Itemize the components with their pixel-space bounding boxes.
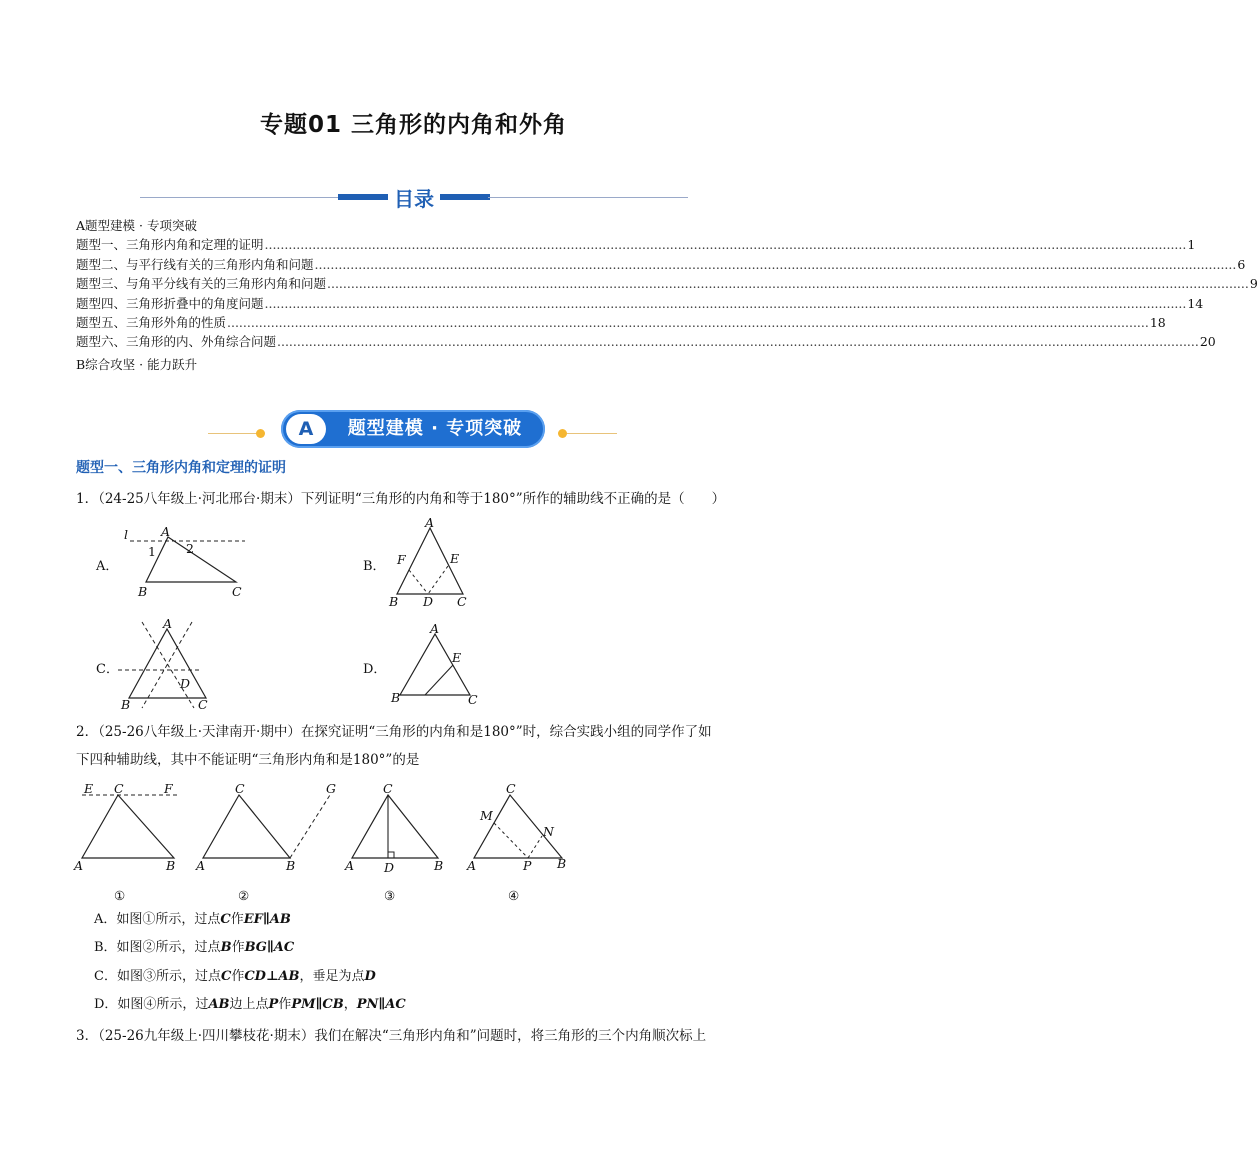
q1-option-a[interactable]: A．	[96, 559, 119, 574]
label-c: C	[232, 584, 242, 599]
toc-item[interactable]: 题型二、与平行线有关的三角形内角和问题 ........................................................................................................................................................................................................................................ 6	[76, 256, 1246, 272]
label-l: l	[124, 527, 128, 542]
line-ed	[428, 566, 448, 594]
q1-figure-d	[388, 620, 488, 710]
line-pn	[528, 836, 542, 858]
q1-option-c[interactable]: C．	[96, 662, 119, 677]
q1-figure-b	[385, 516, 475, 608]
toc-bar-left	[338, 194, 388, 200]
page-title: 专题01 三角形的内角和外角	[259, 112, 567, 138]
label-m: M	[480, 808, 493, 823]
q1-option-d[interactable]: D．	[363, 662, 387, 677]
q2-option-d[interactable]: D．如图④所示，过AB边上点P作PM∥CB，PN∥AC	[94, 997, 406, 1012]
toc-item[interactable]: 题型三、与角平分线有关的三角形内角和问题 ........................................................................................................................................................................................................................................ 9	[76, 276, 1258, 292]
toc-item[interactable]: 题型五、三角形外角的性质 ........................................................................................................................................................................................................................................ 18	[76, 315, 1166, 331]
figure-2	[195, 781, 336, 903]
label-e: E	[452, 650, 462, 665]
banner-line-left	[208, 433, 258, 434]
label-g: G	[326, 781, 336, 796]
label-b: B	[389, 594, 399, 609]
toc-divider-left	[140, 197, 340, 198]
label-b: B	[286, 858, 296, 873]
toc-divider-right	[488, 197, 688, 198]
toc-item[interactable]: 题型四、三角形折叠中的角度问题 ........................................................................................................................................................................................................................................ 14	[76, 295, 1204, 311]
line-de	[425, 665, 453, 695]
label-c: C	[457, 594, 467, 609]
label-1: 1	[148, 544, 156, 559]
toc-part-a[interactable]: A题型建模 · 专项突破	[76, 218, 197, 233]
banner-dot-right	[558, 429, 567, 438]
caption-2: ②	[238, 888, 250, 903]
q1-figure-c	[116, 614, 226, 710]
label-b: B	[434, 858, 444, 873]
label-a: A	[74, 858, 84, 873]
question-1-stem: 1．（24-25八年级上·河北邢台·期末）下列证明“三角形的内角和等于180°”所作的辅助线不正确的是（ ）	[76, 491, 726, 507]
toc-part-b[interactable]: B综合攻坚 · 能力跃升	[76, 356, 198, 372]
banner-line-right	[567, 433, 617, 434]
q1-figure-a	[110, 522, 260, 602]
label-d: D	[180, 676, 191, 691]
caption-4: ④	[508, 888, 520, 903]
label-c: C	[506, 781, 516, 796]
triangle-abc	[82, 795, 174, 858]
label-b: B	[391, 690, 401, 705]
right-angle-mark	[388, 852, 394, 858]
q2-figures	[72, 778, 582, 908]
q1-option-b[interactable]: B．	[363, 559, 386, 574]
label-n: N	[543, 824, 554, 839]
label-a: A	[161, 524, 171, 539]
line-pm	[494, 823, 528, 858]
line-fd	[409, 570, 428, 594]
question-3-stem: 3．（25-26九年级上·四川攀枝花·期末）我们在解决“三角形内角和”问题时，将三角形的三个内角顺次标上	[76, 1028, 707, 1044]
label-d: D	[423, 594, 434, 609]
label-a: A	[430, 621, 440, 636]
label-b: B	[166, 858, 176, 873]
q2-option-a[interactable]: A．如图①所示，过点C作EF∥AB	[94, 912, 291, 927]
toc-heading: 目录	[394, 187, 434, 211]
label-a: A	[425, 515, 435, 530]
table-of-contents	[76, 216, 1258, 374]
label-a: A	[345, 858, 355, 873]
label-c: C	[114, 781, 124, 796]
label-f: F	[397, 552, 406, 567]
toc-item[interactable]: 题型一、三角形内角和定理的证明 ........................................................................................................................................................................................................................................ 1	[76, 237, 1196, 253]
label-c: C	[468, 692, 478, 707]
label-a: A	[467, 858, 477, 873]
question-2-stem-line1: 2．（25-26八年级上·天津南开·期中）在探究证明“三角形的内角和是180°”时，综合实践小组的同学作了如	[76, 724, 712, 740]
label-c: C	[235, 781, 245, 796]
toc-bar-right	[440, 194, 490, 200]
label-c: C	[383, 781, 393, 796]
label-d: D	[384, 860, 395, 875]
figure-1	[73, 781, 180, 903]
banner-dot-left	[256, 429, 265, 438]
question-2-stem-line2: 下四种辅助线，其中不能证明“三角形内角和是180°”的是	[76, 752, 420, 768]
caption-3: ③	[384, 888, 396, 903]
section-heading: 题型一、三角形内角和定理的证明	[76, 460, 286, 476]
q2-option-b[interactable]: B．如图②所示，过点B作BG∥AC	[94, 940, 295, 955]
caption-1: ①	[114, 888, 126, 903]
label-b: B	[121, 697, 131, 712]
label-a: A	[196, 858, 206, 873]
label-p: P	[523, 858, 532, 873]
figure-4	[466, 781, 566, 903]
line-bg	[290, 795, 330, 858]
label-e: E	[84, 781, 94, 796]
banner-letter: A	[286, 414, 326, 444]
q2-option-c[interactable]: C．如图③所示，过点C作CD⊥AB，垂足为点D	[94, 969, 376, 984]
triangle-abc	[352, 795, 438, 858]
label-c: C	[198, 697, 208, 712]
label-f: F	[164, 781, 173, 796]
label-a: A	[163, 616, 173, 631]
label-e: E	[450, 551, 460, 566]
triangle-abc	[129, 629, 206, 698]
label-b: B	[557, 856, 567, 871]
toc-item[interactable]: 题型六、三角形的内、外角综合问题 ........................................................................................................................................................................................................................................ 20	[76, 334, 1216, 350]
banner-text: 题型建模 · 专项突破	[347, 418, 523, 439]
triangle-abc	[203, 795, 290, 858]
figure-3	[344, 781, 443, 903]
label-b: B	[138, 584, 148, 599]
label-2: 2	[186, 541, 194, 556]
